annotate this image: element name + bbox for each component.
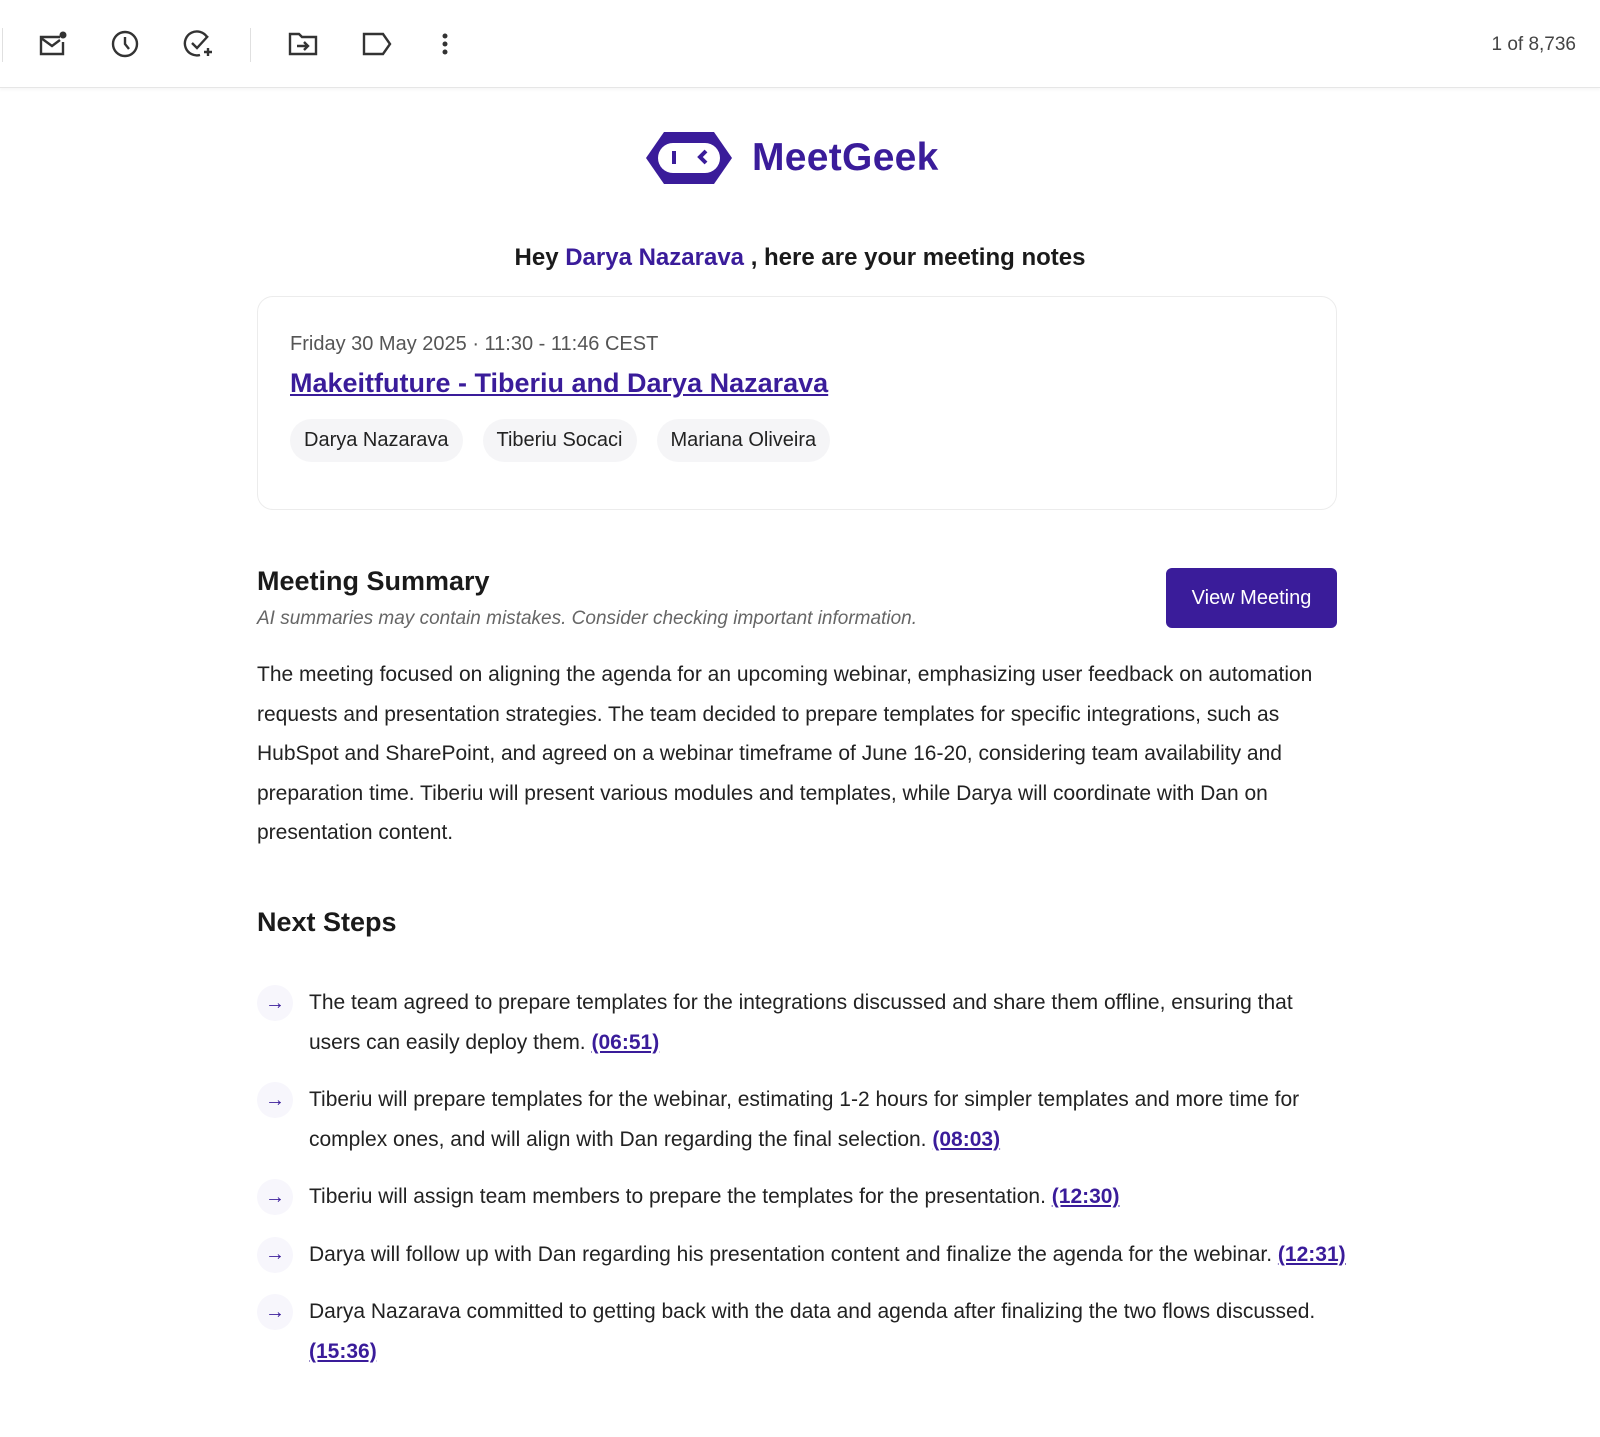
mark-unread-icon[interactable] bbox=[37, 28, 69, 60]
participant-chip: Darya Nazarava bbox=[290, 419, 463, 462]
label-icon[interactable] bbox=[361, 28, 393, 60]
arrow-right-icon: → bbox=[257, 1179, 293, 1215]
arrow-right-icon: → bbox=[257, 1294, 293, 1330]
timestamp-link[interactable]: (08:03) bbox=[932, 1127, 1001, 1151]
list-item bbox=[257, 985, 1347, 1062]
participants bbox=[290, 419, 1304, 462]
add-task-icon[interactable] bbox=[183, 28, 215, 60]
step-text: The team agreed to prepare templates for the integrations discussed and share them offline, ensuring that users can easily deploy them. bbox=[309, 991, 1293, 1054]
list-item bbox=[257, 1237, 1347, 1275]
list-item bbox=[257, 1294, 1347, 1371]
ai-disclaimer: AI summaries may contain mistakes. Consider checking important information. bbox=[257, 608, 917, 629]
timestamp-link[interactable]: (12:30) bbox=[1051, 1185, 1120, 1208]
snooze-icon[interactable] bbox=[109, 28, 141, 60]
divider bbox=[250, 28, 251, 62]
next-steps-list bbox=[257, 985, 1347, 1391]
meetgeek-logo-icon bbox=[644, 130, 734, 186]
divider bbox=[2, 28, 3, 62]
view-meeting-button[interactable]: View Meeting bbox=[1166, 568, 1337, 628]
next-steps-heading: Next Steps bbox=[257, 907, 397, 937]
step-text: Tiberiu will assign team members to prepare the templates for the presentation. bbox=[309, 1185, 1046, 1208]
summary-heading: Meeting Summary bbox=[257, 566, 490, 596]
arrow-right-icon: → bbox=[257, 985, 293, 1021]
timestamp-link[interactable]: (12:31) bbox=[1277, 1242, 1346, 1266]
meeting-card bbox=[257, 296, 1337, 510]
more-icon[interactable] bbox=[429, 28, 461, 60]
timestamp-link[interactable]: (15:36) bbox=[309, 1339, 377, 1363]
arrow-right-icon: → bbox=[257, 1237, 293, 1273]
recipient-name: Darya Nazarava bbox=[565, 244, 745, 271]
move-to-icon[interactable] bbox=[287, 28, 319, 60]
greeting-suffix: , here are your meeting notes bbox=[750, 244, 1086, 271]
email-toolbar bbox=[0, 0, 1600, 88]
step-text: Darya will follow up with Dan regarding his presentation content and finalize the agenda for the webinar. bbox=[309, 1242, 1273, 1266]
greeting-prefix: Hey bbox=[514, 244, 559, 271]
greeting bbox=[0, 244, 1600, 272]
timestamp-link[interactable]: (06:51) bbox=[591, 1030, 660, 1054]
meeting-date: Friday 30 May 2025 · 11:30 - 11:46 CEST bbox=[290, 333, 659, 355]
list-item bbox=[257, 1179, 1347, 1217]
step-text: Darya Nazarava committed to getting back with the data and agenda after finalizing the two flows discussed. bbox=[309, 1300, 1316, 1323]
meeting-title-link[interactable]: Makeitfuture - Tiberiu and Darya Nazarava bbox=[290, 368, 829, 398]
step-text: Tiberiu will prepare templates for the webinar, estimating 1-2 hours for simpler templates and more time for complex ones, and will align with Dan regarding the final selection. bbox=[309, 1088, 1300, 1151]
arrow-right-icon: → bbox=[257, 1082, 293, 1118]
summary-text: The meeting focused on aligning the agenda for an upcoming webinar, emphasizing user feedback on automation requests and presentation strategies. The team decided to prepare templates for specific integrations, such as HubSpot and SharePoint, and agreed on a webinar timeframe of June 16-20, considering team availability and preparation time. Tiberiu will present various modules and templates, while Darya will coordinate with Dan on presentation content. bbox=[257, 663, 1313, 844]
meetgeek-logo bbox=[644, 130, 939, 186]
list-item bbox=[257, 1082, 1347, 1159]
brand-name: MeetGeek bbox=[752, 136, 939, 179]
message-counter: 1 of 8,736 bbox=[1491, 34, 1576, 55]
participant-chip: Mariana Oliveira bbox=[657, 419, 831, 462]
participant-chip: Tiberiu Socaci bbox=[483, 419, 637, 462]
